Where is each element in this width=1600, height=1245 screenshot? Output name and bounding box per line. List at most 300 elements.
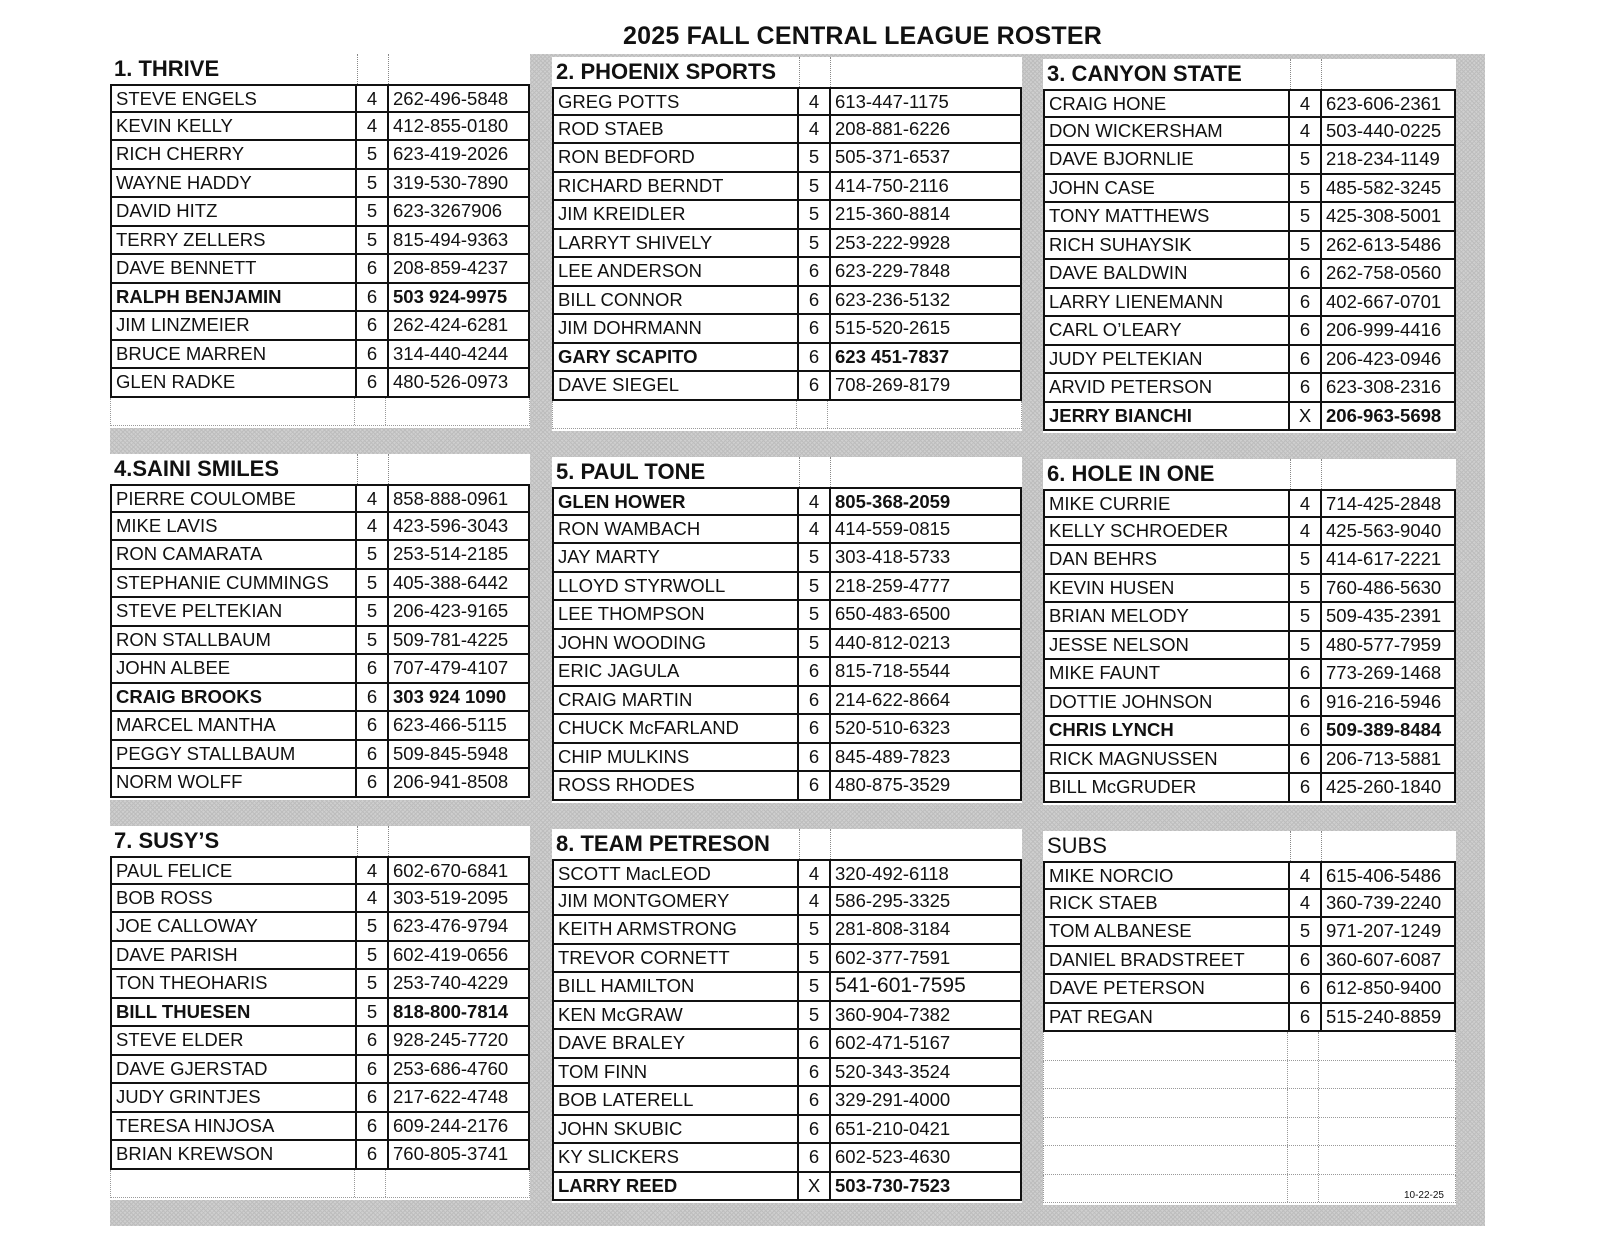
player-name: JUDY GRINTJES (112, 1084, 357, 1111)
player-name: MARCEL MANTHA (112, 712, 357, 739)
player-phone: 208-881-6226 (835, 117, 951, 139)
team-header (110, 54, 530, 85)
player-row (552, 744, 1022, 773)
player-name: LARRY LIENEMANN (1045, 289, 1290, 316)
player-name: STEVE ENGELS (112, 86, 357, 111)
empty-row (110, 398, 530, 427)
player-row (110, 970, 530, 999)
player-grade: 4 (357, 86, 389, 111)
player-grade: 6 (799, 287, 831, 314)
player-phone: 805-368-2059 (835, 491, 951, 512)
player-grade: 6 (799, 715, 831, 742)
player-name: SCOTT MacLEOD (554, 861, 799, 886)
empty-row (1043, 1032, 1456, 1061)
player-row (552, 144, 1022, 173)
player-row (552, 201, 1022, 230)
player-grade: 5 (357, 141, 389, 168)
player-name: GLEN HOWER (554, 489, 799, 514)
team-header (1043, 59, 1456, 90)
header-grade-cell (358, 454, 389, 484)
player-phone: 623-476-9794 (393, 915, 509, 936)
player-phone: 425-260-1840 (1326, 776, 1442, 797)
player-name: KY SLICKERS (554, 1144, 799, 1171)
player-name: GARY SCAPITO (554, 344, 799, 371)
player-grade: 5 (1290, 146, 1322, 173)
player-name: CRAIG BROOKS (112, 684, 357, 711)
empty-row (1043, 1175, 1456, 1204)
empty-phone-cell (386, 398, 529, 426)
player-name: GLEN RADKE (112, 369, 357, 396)
player-phone: 509-781-4225 (393, 628, 509, 650)
empty-row (1043, 1146, 1456, 1175)
player-phone: 615-406-5486 (1326, 865, 1442, 886)
player-grade: 5 (1290, 575, 1322, 602)
player-phone: 303 924 1090 (393, 685, 507, 707)
player-row (110, 513, 530, 542)
player-grade: 5 (357, 198, 389, 225)
player-row (552, 1059, 1022, 1088)
player-grade: 6 (799, 1087, 831, 1114)
player-list (1043, 89, 1456, 431)
player-row (552, 344, 1022, 373)
player-phone: 623-236-5132 (835, 288, 951, 310)
player-phone: 520-510-6323 (835, 717, 951, 738)
player-name: ARVID PETERSON (1045, 374, 1290, 401)
player-grade: 4 (1290, 863, 1322, 888)
player-name: RICH CHERRY (112, 141, 357, 168)
player-list (110, 484, 530, 798)
player-name: CRAIG MARTIN (554, 687, 799, 714)
player-name: ROSS RHODES (554, 772, 799, 799)
player-phone: 971-207-1249 (1326, 920, 1442, 941)
player-phone: 651-210-0421 (835, 1117, 951, 1139)
player-phone: 360-607-6087 (1326, 948, 1442, 970)
player-phone: 319-530-7890 (393, 171, 509, 193)
player-row (110, 712, 530, 741)
player-row (1043, 346, 1456, 375)
roster-title: 2025 FALL CENTRAL LEAGUE ROSTER (623, 22, 1102, 50)
player-name: JOHN WOODING (554, 630, 799, 657)
player-name: DANIEL BRADSTREET (1045, 947, 1290, 974)
player-grade: 6 (799, 315, 831, 342)
player-row (552, 1116, 1022, 1145)
team-name: 4.SAINI SMILES (110, 454, 358, 484)
player-grade: 6 (357, 284, 389, 311)
player-name: KEVIN HUSEN (1045, 575, 1290, 602)
empty-grade-cell (1288, 1032, 1319, 1060)
player-phone: 503-730-7523 (835, 1174, 951, 1196)
player-row (552, 487, 1022, 516)
player-name: RON CAMARATA (112, 541, 357, 568)
player-name: DAVE GJERSTAD (112, 1056, 357, 1083)
player-name: DOTTIE JOHNSON (1045, 689, 1290, 716)
player-row (552, 87, 1022, 116)
player-phone: 303-519-2095 (393, 886, 509, 908)
player-grade: 6 (357, 1141, 389, 1168)
empty-name-cell (1044, 1061, 1288, 1089)
player-phone: 208-859-4237 (393, 257, 509, 278)
player-name: JOHN SKUBIC (554, 1116, 799, 1143)
team-name: 3. CANYON STATE (1043, 59, 1291, 89)
player-name: TOM ALBANESE (1045, 918, 1290, 945)
player-name: BOB LATERELL (554, 1087, 799, 1114)
player-list (1043, 861, 1456, 1203)
player-row (1043, 575, 1456, 604)
player-grade: 5 (1290, 203, 1322, 230)
player-row (110, 255, 530, 284)
player-name: DAVE SIEGEL (554, 372, 799, 399)
team-header (552, 57, 1022, 88)
team-header (1043, 831, 1456, 862)
player-grade: 6 (1290, 260, 1322, 287)
player-row (552, 1087, 1022, 1116)
player-name: JERRY BIANCHI (1045, 403, 1290, 430)
player-grade: 5 (799, 945, 831, 972)
team-block (552, 57, 1022, 431)
team-block (552, 829, 1022, 1203)
player-name: DAN BEHRS (1045, 546, 1290, 573)
player-phone: 515-240-8859 (1326, 1005, 1442, 1027)
player-grade: 6 (1290, 1004, 1322, 1031)
header-phone-cell (1322, 831, 1456, 861)
player-grade: 5 (799, 173, 831, 200)
player-row (552, 1144, 1022, 1173)
player-name: STEPHANIE CUMMINGS (112, 570, 357, 597)
player-phone: 818-800-7814 (393, 1000, 509, 1022)
player-grade: 5 (799, 544, 831, 571)
player-name: MIKE CURRIE (1045, 491, 1290, 516)
player-grade: 6 (1290, 374, 1322, 401)
player-phone: 541-601-7595 (835, 974, 966, 997)
player-name: DAVID HITZ (112, 198, 357, 225)
player-name: CHRIS LYNCH (1045, 717, 1290, 744)
player-phone: 623-308-2316 (1326, 376, 1442, 397)
player-phone: 602-523-4630 (835, 1146, 951, 1167)
player-row (1043, 175, 1456, 204)
team-name: 5. PAUL TONE (552, 457, 800, 487)
player-row (110, 170, 530, 199)
player-name: RON BEDFORD (554, 144, 799, 171)
player-name: RON WAMBACH (554, 516, 799, 543)
player-grade: 5 (357, 170, 389, 197)
team-name: SUBS (1043, 831, 1291, 861)
player-name: PAT REGAN (1045, 1004, 1290, 1031)
empty-row (552, 401, 1022, 430)
player-grade: 5 (799, 230, 831, 257)
player-grade: X (1290, 403, 1322, 430)
team-name: 6. HOLE IN ONE (1043, 459, 1291, 489)
player-grade: 6 (799, 258, 831, 285)
player-row (552, 916, 1022, 945)
player-row (110, 312, 530, 341)
player-row (110, 999, 530, 1028)
roster-sheet (110, 54, 1485, 1226)
header-grade-cell (800, 57, 831, 87)
player-phone: 612-850-9400 (1326, 977, 1442, 998)
player-phone: 253-686-4760 (393, 1057, 509, 1079)
player-name: BILL CONNOR (554, 287, 799, 314)
player-name: KELLY SCHROEDER (1045, 518, 1290, 545)
player-name: STEVE ELDER (112, 1027, 357, 1054)
player-phone: 480-526-0973 (393, 371, 509, 392)
empty-phone-cell (1319, 1118, 1455, 1146)
player-row (1043, 1004, 1456, 1033)
player-grade: 6 (357, 312, 389, 339)
player-grade: 5 (1290, 546, 1322, 573)
empty-row (110, 1170, 530, 1199)
player-row (1043, 890, 1456, 919)
player-name: RICHARD BERNDT (554, 173, 799, 200)
player-phone: 815-718-5544 (835, 660, 951, 681)
player-row (552, 315, 1022, 344)
player-name: RALPH BENJAMIN (112, 284, 357, 311)
player-grade: 6 (1290, 289, 1322, 316)
player-name: JOE CALLOWAY (112, 913, 357, 940)
player-name: PAUL FELICE (112, 858, 357, 883)
empty-grade-cell (797, 401, 828, 429)
player-name: KEVIN KELLY (112, 113, 357, 140)
player-phone: 503-440-0225 (1326, 119, 1442, 141)
player-grade: 4 (357, 486, 389, 511)
player-row (552, 888, 1022, 917)
player-grade: 6 (1290, 746, 1322, 773)
player-name: LEE ANDERSON (554, 258, 799, 285)
player-phone: 928-245-7720 (393, 1029, 509, 1050)
player-name: RICK STAEB (1045, 890, 1290, 917)
header-grade-cell (1291, 459, 1322, 489)
player-name: DAVE BENNETT (112, 255, 357, 282)
player-phone: 623 451-7837 (835, 345, 950, 367)
player-grade: 4 (1290, 491, 1322, 516)
header-phone-cell (389, 826, 530, 856)
player-name: DAVE PARISH (112, 942, 357, 969)
player-row (110, 1027, 530, 1056)
empty-grade-cell (1288, 1089, 1319, 1117)
player-phone: 480-577-7959 (1326, 633, 1442, 655)
header-grade-cell (1291, 59, 1322, 89)
player-phone: 845-489-7823 (835, 745, 951, 767)
player-name: CARL O’LEARY (1045, 317, 1290, 344)
revision-date: 10-22-25 (1403, 1190, 1444, 1201)
player-grade: 6 (357, 655, 389, 682)
empty-name-cell (1044, 1175, 1288, 1203)
player-name: DAVE BALDWIN (1045, 260, 1290, 287)
player-row (552, 973, 1022, 1002)
player-name: CHUCK McFARLAND (554, 715, 799, 742)
player-name: RON STALLBAUM (112, 627, 357, 654)
team-block (1043, 459, 1456, 805)
header-grade-cell (1291, 831, 1322, 861)
player-grade: 5 (357, 627, 389, 654)
player-grade: 5 (1290, 175, 1322, 202)
player-phone: 503 924-9975 (393, 285, 508, 307)
player-phone: 760-486-5630 (1326, 576, 1442, 598)
player-row (110, 84, 530, 113)
team-name: 2. PHOENIX SPORTS (552, 57, 800, 87)
player-grade: 4 (799, 888, 831, 915)
player-name: PEGGY STALLBAUM (112, 741, 357, 768)
header-phone-cell (1322, 459, 1456, 489)
player-grade: 5 (1290, 603, 1322, 630)
team-block (552, 457, 1022, 803)
player-grade: 5 (357, 942, 389, 969)
player-phone: 262-496-5848 (393, 88, 509, 109)
player-grade: 4 (799, 116, 831, 143)
player-phone: 708-269-8179 (835, 374, 951, 395)
player-name: DAVE BJORNLIE (1045, 146, 1290, 173)
player-phone: 320-492-6118 (835, 863, 949, 884)
header-grade-cell (358, 826, 389, 856)
player-name: ERIC JAGULA (554, 658, 799, 685)
player-row (1043, 317, 1456, 346)
player-grade: 4 (799, 861, 831, 886)
player-name: DAVE BRALEY (554, 1030, 799, 1057)
player-name: LEE THOMPSON (554, 601, 799, 628)
player-row (110, 769, 530, 798)
header-phone-cell (831, 57, 1022, 87)
player-phone: 423-596-3043 (393, 514, 509, 536)
player-grade: 6 (799, 1144, 831, 1171)
player-phone: 515-520-2615 (835, 317, 951, 338)
player-name: GREG POTTS (554, 89, 799, 114)
player-row (110, 113, 530, 142)
player-grade: 6 (1290, 975, 1322, 1002)
player-phone: 858-888-0961 (393, 488, 509, 509)
player-grade: 5 (357, 598, 389, 625)
player-grade: 4 (357, 858, 389, 883)
player-name: ROD STAEB (554, 116, 799, 143)
player-grade: 4 (1290, 518, 1322, 545)
player-grade: 6 (799, 658, 831, 685)
player-phone: 613-447-1175 (835, 91, 949, 112)
player-row (552, 945, 1022, 974)
header-grade-cell (800, 457, 831, 487)
player-grade: 4 (1290, 118, 1322, 145)
empty-row (1043, 1061, 1456, 1090)
player-grade: 6 (357, 712, 389, 739)
player-name: JIM KREIDLER (554, 201, 799, 228)
player-row (552, 772, 1022, 801)
player-grade: 5 (799, 601, 831, 628)
player-phone: 509-435-2391 (1326, 605, 1442, 626)
player-grade: 6 (357, 341, 389, 368)
empty-name-cell (1044, 1146, 1288, 1174)
player-row (1043, 232, 1456, 261)
player-phone: 509-845-5948 (393, 742, 509, 764)
player-name: JOHN CASE (1045, 175, 1290, 202)
player-name: WAYNE HADDY (112, 170, 357, 197)
player-grade: 6 (357, 1056, 389, 1083)
player-name: TONY MATTHEWS (1045, 203, 1290, 230)
team-block (110, 454, 530, 800)
player-phone: 253-514-2185 (393, 543, 509, 564)
player-phone: 623-606-2361 (1326, 93, 1442, 114)
empty-phone-cell (1319, 1032, 1455, 1060)
player-phone: 602-419-0656 (393, 943, 509, 965)
empty-grade-cell (1288, 1146, 1319, 1174)
player-grade: 4 (799, 89, 831, 114)
player-grade: X (799, 1173, 831, 1200)
empty-grade-cell (1288, 1175, 1319, 1203)
player-grade: 6 (799, 1030, 831, 1057)
player-grade: 6 (357, 1113, 389, 1140)
player-grade: 6 (799, 744, 831, 771)
player-phone: 217-622-4748 (393, 1086, 509, 1107)
player-name: LARRYT SHIVELY (554, 230, 799, 257)
player-row (1043, 489, 1456, 518)
player-name: MIKE NORCIO (1045, 863, 1290, 888)
player-row (1043, 603, 1456, 632)
team-header (552, 457, 1022, 488)
player-name: JIM LINZMEIER (112, 312, 357, 339)
player-phone: 206-423-9165 (393, 600, 509, 621)
player-phone: 414-559-0815 (835, 517, 951, 539)
player-name: BILL THUESEN (112, 999, 357, 1026)
player-row (110, 570, 530, 599)
player-grade: 6 (357, 741, 389, 768)
player-grade: 4 (357, 113, 389, 140)
player-phone: 412-855-0180 (393, 114, 509, 136)
player-phone: 329-291-4000 (835, 1089, 951, 1110)
player-grade: 5 (357, 541, 389, 568)
player-row (1043, 660, 1456, 689)
empty-name-cell (553, 401, 797, 429)
player-row (1043, 632, 1456, 661)
player-name: TERESA HINJOSA (112, 1113, 357, 1140)
player-phone: 425-308-5001 (1326, 205, 1442, 226)
player-phone: 609-244-2176 (393, 1114, 509, 1136)
player-name: LARRY REED (554, 1173, 799, 1200)
player-grade: 5 (799, 630, 831, 657)
player-row (552, 230, 1022, 259)
player-phone: 206-963-5698 (1326, 404, 1442, 426)
player-phone: 623-229-7848 (835, 260, 951, 281)
player-row (552, 1002, 1022, 1031)
player-name: DON WICKERSHAM (1045, 118, 1290, 145)
player-phone: 623-466-5115 (393, 714, 507, 735)
team-block (1043, 831, 1456, 1205)
player-grade: 5 (799, 973, 831, 1000)
player-name: JOHN ALBEE (112, 655, 357, 682)
team-name: 1. THRIVE (110, 54, 358, 84)
player-phone: 480-875-3529 (835, 774, 951, 795)
player-row (552, 601, 1022, 630)
player-row (552, 258, 1022, 287)
player-row (110, 369, 530, 398)
player-grade: 6 (1290, 346, 1322, 373)
empty-grade-cell (1288, 1061, 1319, 1089)
empty-grade-cell (355, 1170, 386, 1198)
player-row (552, 658, 1022, 687)
player-phone: 405-388-6442 (393, 571, 509, 593)
player-phone: 218-234-1149 (1326, 148, 1440, 169)
player-grade: 5 (357, 999, 389, 1026)
team-header (1043, 459, 1456, 490)
player-phone: 815-494-9363 (393, 228, 509, 250)
player-grade: 4 (357, 513, 389, 540)
player-name: JESSE NELSON (1045, 632, 1290, 659)
player-phone: 773-269-1468 (1326, 662, 1442, 683)
player-phone: 303-418-5733 (835, 546, 951, 567)
player-name: LLOYD STYRWOLL (554, 573, 799, 600)
player-name: BOB ROSS (112, 885, 357, 912)
player-phone: 520-343-3524 (835, 1060, 951, 1082)
player-row (110, 913, 530, 942)
team-block (1043, 59, 1456, 433)
player-grade: 5 (799, 916, 831, 943)
player-list (1043, 489, 1456, 803)
player-row (1043, 975, 1456, 1004)
